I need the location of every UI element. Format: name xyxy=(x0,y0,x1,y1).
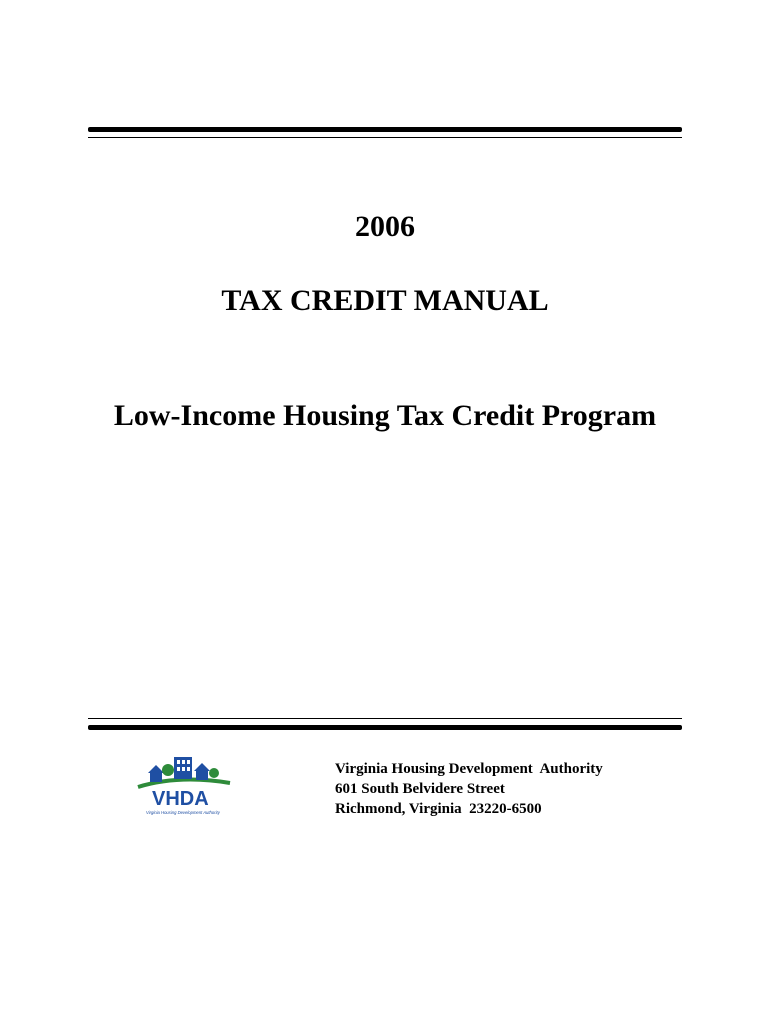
houses-logo-icon xyxy=(134,751,234,817)
cover-program: Low-Income Housing Tax Credit Program xyxy=(113,399,657,432)
top-thick-rule xyxy=(88,127,682,132)
address-line-1: Virginia Housing Development Authority xyxy=(335,761,603,777)
bottom-thick-rule xyxy=(88,725,682,730)
top-thin-rule xyxy=(88,137,682,138)
cover-year: 2006 xyxy=(355,210,415,243)
cover-title: TAX CREDIT MANUAL xyxy=(221,284,549,317)
logo-tagline: Virginia Housing Development Authority xyxy=(146,810,220,815)
address-line-2: 601 South Belvidere Street xyxy=(335,781,505,797)
address-block xyxy=(335,759,603,819)
logo-text: VHDA xyxy=(152,788,209,810)
address-line-3: Richmond, Virginia 23220-6500 xyxy=(335,801,542,817)
vhda-logo xyxy=(134,751,234,817)
bottom-thin-rule xyxy=(88,718,682,719)
